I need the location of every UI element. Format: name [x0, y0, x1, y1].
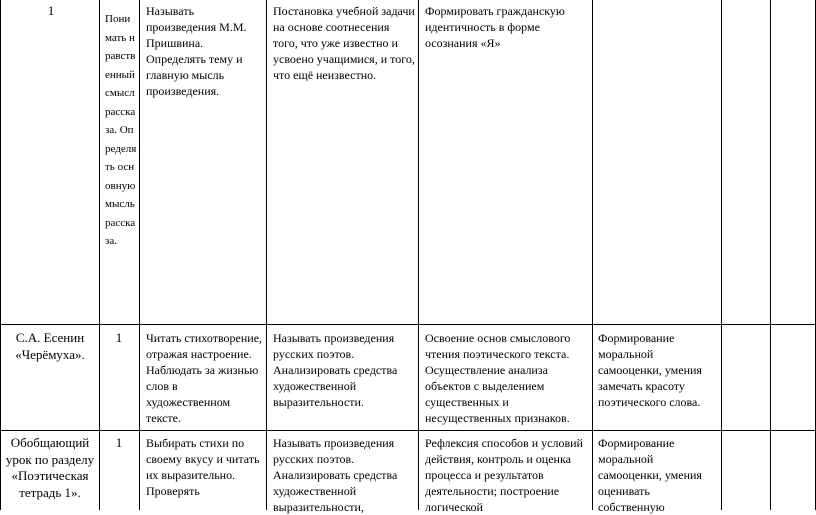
row1-subject: Называть произведения М.М. Пришвина. Определять тему и главную мысль произведения.	[146, 4, 247, 98]
row2-hours: 1	[115, 330, 123, 345]
col-divider-2	[139, 0, 140, 510]
row3-hours: 1	[115, 435, 123, 450]
row3-subject: Выбирать стихи по своему вкусу и читать их выразительно. Проверять	[146, 436, 260, 498]
col-divider-3	[266, 0, 267, 510]
col-divider-1	[99, 0, 100, 510]
row1-cognitive: Формировать гражданскую идентичность в форме осознания «Я»	[425, 4, 565, 50]
row2-topic: С.А. Есенин «Черёмуха».	[15, 330, 85, 362]
row3-regulatory: Называть произведения русских поэтов. Анализировать средства художественной выразительности,	[273, 436, 398, 514]
row-divider-2	[0, 430, 816, 431]
row2-personal: Формирование моральной самооценки, умения замечать красоту поэтического слова.	[598, 331, 702, 409]
row2-subject: Читать стихотворение, отражая настроение. Наблюдать за жизнью слов в художественном тексте.	[146, 331, 263, 425]
col-divider-5	[592, 0, 593, 510]
row2-cognitive: Освоение основ смыслового чтения поэтического текста. Осуществление анализа объектов с выделением существенных и несущественных признаков.	[425, 331, 571, 425]
col-divider-6	[721, 0, 722, 510]
row1-hours: 1	[47, 3, 55, 18]
row1-notes: Понимать нравственный смысл рассказа. Определять основную мысль рассказа.	[105, 13, 137, 247]
table-border-left	[0, 0, 1, 510]
col-divider-4	[418, 0, 419, 510]
row3-cognitive: Рефлексия способов и условий действия, контроль и оценка процесса и результатов деятельности; построение логической	[425, 436, 583, 514]
row3-personal: Формирование моральной самооценки, умения оценивать собственную	[598, 436, 702, 514]
row-divider-1	[0, 324, 816, 325]
row3-topic: Обобщающий урок по разделу «Поэтическая тетрадь 1».	[5, 435, 95, 500]
col-divider-7	[770, 0, 771, 510]
row1-regulatory: Постановка учебной задачи на основе соотнесения того, что уже известно и усвоено учащимися, и того, что ещё неизвестно.	[273, 4, 415, 82]
row2-regulatory: Называть произведения русских поэтов. Анализировать средства художественной выразительности.	[273, 331, 398, 409]
